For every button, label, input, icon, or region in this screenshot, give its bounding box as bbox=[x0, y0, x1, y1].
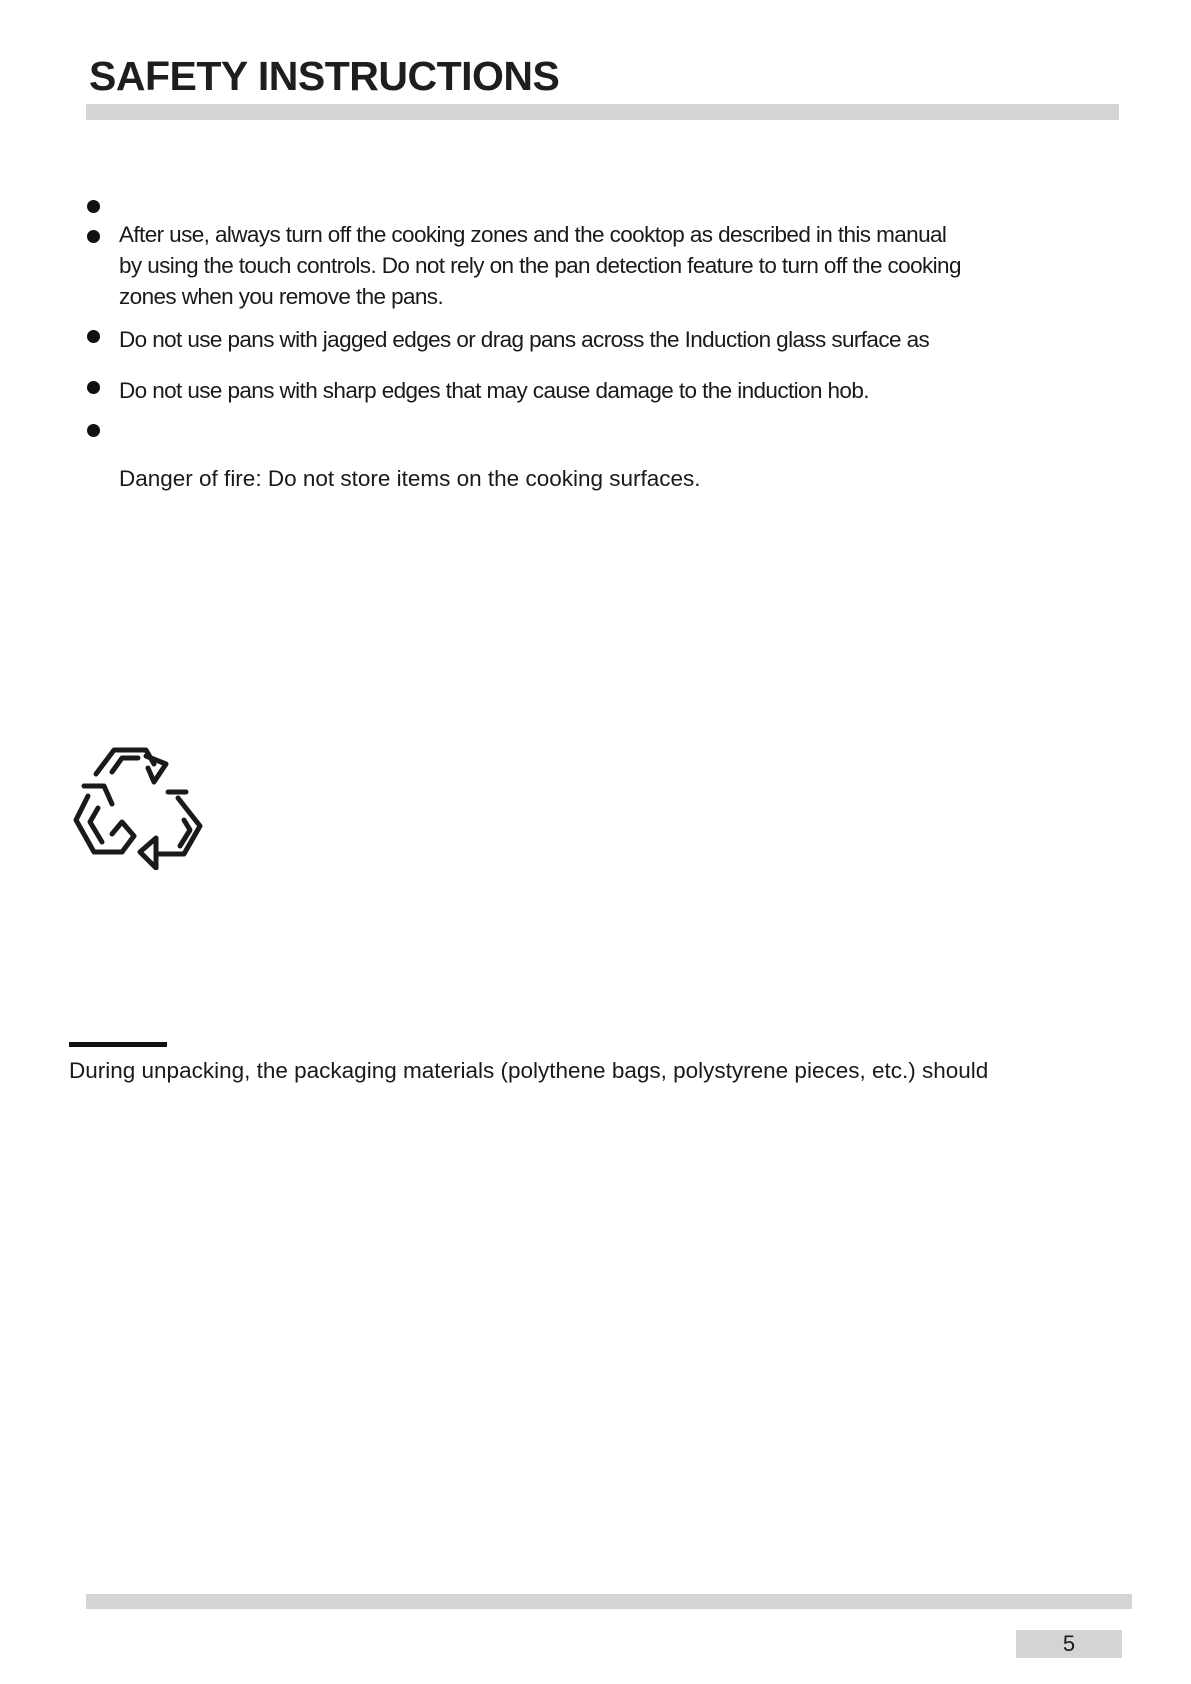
fire-warning-text: Danger of fire: Do not store items on the cooking surfaces. bbox=[119, 466, 701, 491]
bullet-dot bbox=[87, 381, 100, 394]
recycle-icon bbox=[72, 742, 210, 870]
bullet-dot bbox=[87, 330, 100, 343]
packaging-text: During unpacking, the packaging materials (polythene bags, polystyrene pieces, etc.) should bbox=[69, 1058, 989, 1083]
section-divider bbox=[69, 1042, 167, 1047]
page-number: 5 bbox=[1016, 1630, 1122, 1658]
bullet-text-line: by using the touch controls. Do not rely on the pan detection feature to turn off the cooking bbox=[119, 253, 961, 278]
page-title: SAFETY INSTRUCTIONS bbox=[89, 53, 560, 99]
bullet-text-line: After use, always turn off the cooking zones and the cooktop as described in this manual bbox=[119, 222, 947, 247]
bullet-dot bbox=[87, 424, 100, 437]
bullet-text-line: Do not use pans with sharp edges that may cause damage to the induction hob. bbox=[119, 378, 869, 403]
title-underline-bar bbox=[86, 104, 1119, 120]
bullet-dot bbox=[87, 230, 100, 243]
bullet-text-line: Do not use pans with jagged edges or drag pans across the Induction glass surface as bbox=[119, 327, 930, 352]
bullet-text-line: zones when you remove the pans. bbox=[119, 284, 444, 309]
footer-bar bbox=[86, 1594, 1132, 1609]
bullet-dot bbox=[87, 200, 100, 213]
